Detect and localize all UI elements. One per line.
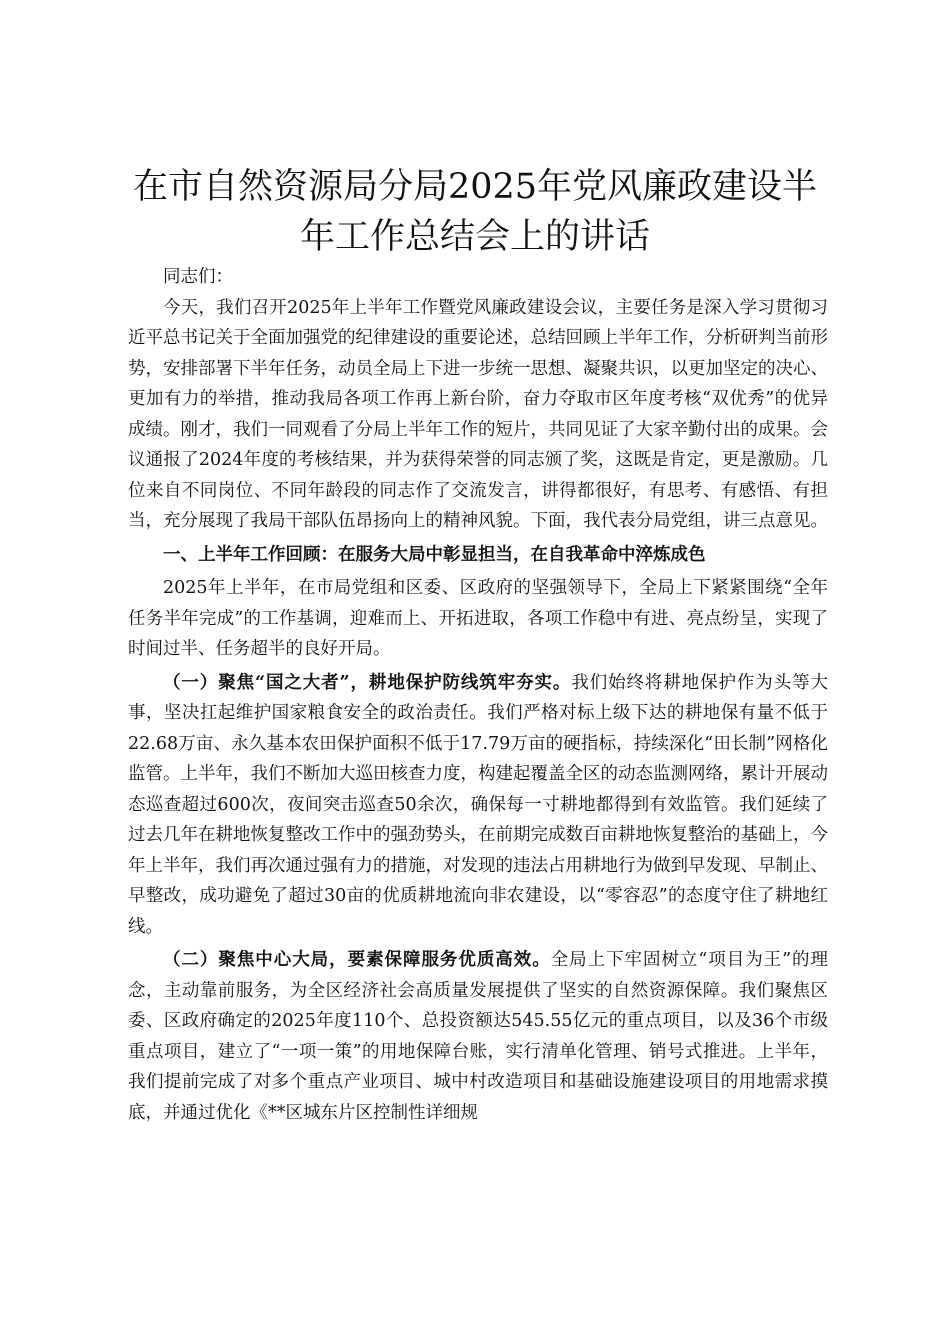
paragraph-farmland — [128, 668, 828, 943]
paragraph-opening: 今天，我们召开2025年上半年工作暨党风廉政建设会议，主要任务是深入学习贯彻习近平总书记关于全面加强党的纪律建设的重要论述，总结回顾上半年工作，分析研判当前形势，安排部署下半年任务，动员全局上下进一步统一思想、凝聚共识，以更加坚定的决心、更加有力的举措，推动我局各项工作再上新台阶，奋力夺取市区年度考核“双优秀”的优异成绩。刚才，我们一同观看了分局上半年工作的短片，共同见证了大家辛勤付出的成果。会议通报了2024年度的考核结果，并为获得荣誉的同志颁了奖，这既是肯定，更是激励。几位来自不同岗位、不同年龄段的同志作了交流发言，讲得都很好，有思考、有感悟、有担当，充分展现了我局干部队伍昂扬向上的精神风貌。下面，我代表分局党组，讲三点意见。 — [128, 297, 828, 531]
document-body — [128, 262, 828, 1128]
salutation: 同志们： — [163, 267, 233, 287]
section-heading-1: 一、上半年工作回顾：在服务大局中彰显担当，在自我革命中淬炼成色 — [163, 544, 706, 565]
subheading-projects: （二）聚焦中心大局，要素保障服务优质高效。 — [163, 950, 551, 970]
paragraph-projects — [128, 945, 828, 1128]
paragraph-farmland-text: 我们始终将耕地保护作为头等大事，坚决扛起维护国家粮食安全的政治责任。我们严格对标上级下达的耕地保有量不低于22.68万亩、永久基本农田保护面积不低于17.79万亩的硬指标，持续深化“田长制”网格化监管。上半年，我们不断加大巡田核查力度，构建起覆盖全区的动态监测网络，累计开展动态巡查超过600次，夜间突击巡查50余次，确保每一寸耕地都得到有效监管。我们延续了过去几年在耕地恢复整改工作中的强劲势头，在前期完成数百亩耕地恢复整治的基础上，今年上半年，我们再次通过强有力的措施，对发现的违法占用耕地行为做到早发现、早制止、早整改，成功避免了超过30亩的优质耕地流向非农建设，以“零容忍”的态度守住了耕地红线。 — [128, 672, 828, 937]
paragraph-projects-text: 全局上下牢固树立“项目为王”的理念，主动靠前服务，为全区经济社会高质量发展提供了坚实的自然资源保障。我们聚焦区委、区政府确定的2025年度110个、总投资额达545.55亿元的重点项目，以及36个市级重点项目，建立了“一项一策”的用地保障台账，实行清单化管理、销号式推进。上半年，我们提前完成了对多个重点产业项目、城中村改造项目和基础设施建设项目的用地需求摸底，并通过优化《**区城东片区控制性详细规 — [128, 950, 828, 1123]
subheading-farmland: （一）聚焦“国之大者”，耕地保护防线筑牢夯实。 — [163, 672, 572, 693]
document-title: 在市自然资源局分局2025年党风廉政建设半年工作总结会上的讲话 — [132, 167, 818, 257]
paragraph-review: 2025年上半年，在市局党组和区委、区政府的坚强领导下，全局上下紧紧围绕“全年任务半年完成”的工作基调，迎难而上、开拓进取，各项工作稳中有进、亮点纷呈，实现了时间过半、任务超半的良好开局。 — [128, 578, 828, 659]
